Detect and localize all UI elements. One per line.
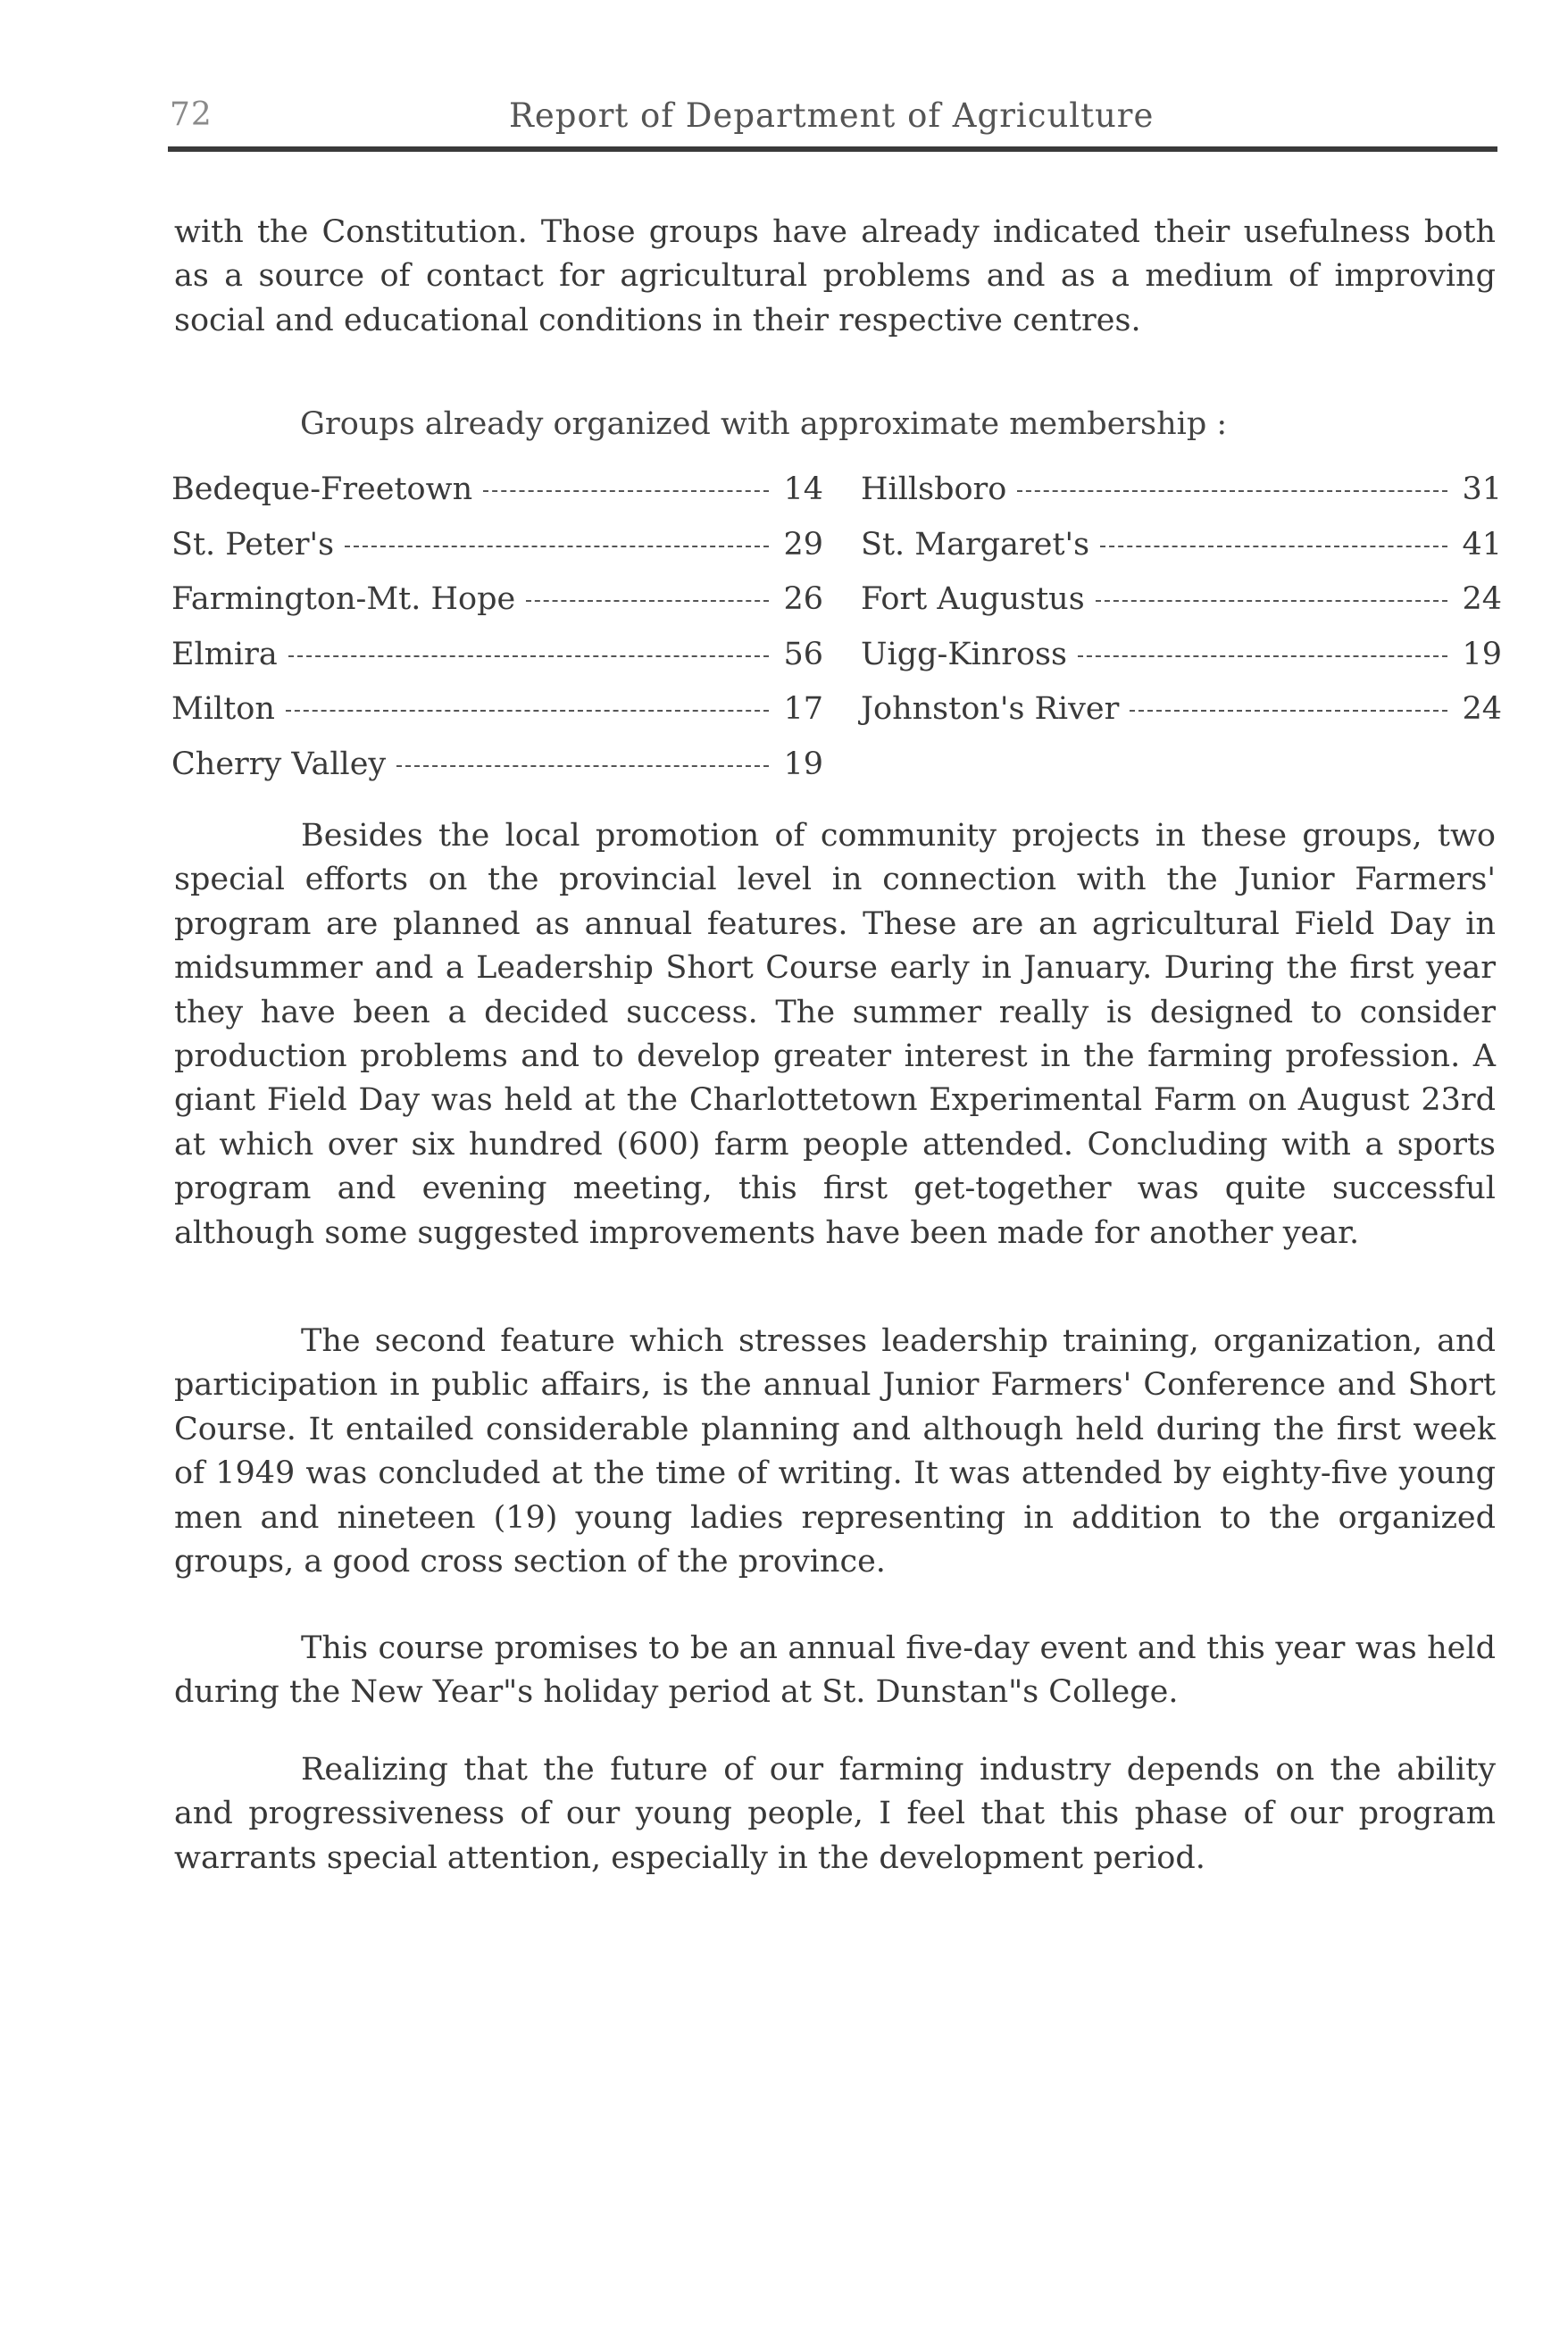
group-name: Farmington-Mt. Hope xyxy=(171,581,516,618)
group-row xyxy=(861,691,1502,746)
paragraph-constitution: with the Constitution. Those groups have already indicated their usefulness both as a source of contact for agricultural problems and as a medium of improving social and educational conditions in their respective centres. xyxy=(174,214,1496,338)
leader-dashes xyxy=(1100,546,1447,547)
group-membership: 41 xyxy=(1462,526,1502,563)
group-name: St. Margaret's xyxy=(861,526,1090,563)
group-membership: 14 xyxy=(783,471,823,507)
group-row xyxy=(171,581,823,637)
group-name: Elmira xyxy=(171,636,278,672)
group-membership: 24 xyxy=(1462,691,1502,728)
group-row xyxy=(861,471,1502,527)
leader-dashes xyxy=(1096,600,1448,602)
paragraph-conclusion: Realizing that the future of our farming industry depends on the ability and progressiveness of our young people, I feel that this phase of our program warrants special attention, especially in the development period. xyxy=(174,1752,1496,1876)
header-rule xyxy=(168,146,1497,152)
group-name: Hillsboro xyxy=(861,471,1007,507)
groups-heading: Groups already organized with approximate membership : xyxy=(300,406,1228,442)
leader-dashes xyxy=(1130,710,1447,712)
group-row xyxy=(171,527,823,582)
group-name: St. Peter's xyxy=(171,526,335,563)
page-number: 72 xyxy=(170,96,213,133)
paragraph-annual-event: This course promises to be an annual five-day event and this year was held during the New Year"s holiday period at St. Dunstan"s College. xyxy=(174,1630,1496,1711)
group-membership: 26 xyxy=(783,581,823,618)
leader-dashes xyxy=(1078,655,1448,657)
leader-dashes xyxy=(345,546,769,547)
leader-dashes xyxy=(396,765,769,767)
group-name: Fort Augustus xyxy=(861,581,1085,618)
group-name: Cherry Valley xyxy=(171,746,387,782)
group-name: Uigg-Kinross xyxy=(861,636,1067,672)
group-membership: 24 xyxy=(1462,581,1502,618)
groups-column-left xyxy=(171,471,823,802)
group-name: Milton xyxy=(171,691,275,728)
group-membership: 29 xyxy=(783,526,823,563)
group-name: Bedeque-Freetown xyxy=(171,471,473,507)
leader-dashes xyxy=(526,600,769,602)
group-membership: 56 xyxy=(783,636,823,672)
group-name: Johnston's River xyxy=(861,691,1120,728)
leader-dashes xyxy=(483,490,769,492)
group-row xyxy=(171,746,823,802)
leader-dashes xyxy=(286,710,770,712)
groups-column-right xyxy=(861,471,1502,746)
group-membership: 31 xyxy=(1462,471,1502,507)
group-membership: 17 xyxy=(783,691,823,728)
group-row xyxy=(171,691,823,746)
group-row xyxy=(861,581,1502,637)
group-row xyxy=(861,527,1502,582)
group-row xyxy=(171,637,823,692)
group-row xyxy=(171,471,823,527)
group-membership: 19 xyxy=(1462,636,1502,672)
leader-dashes xyxy=(1017,490,1447,492)
groups-list xyxy=(171,471,1502,793)
paragraph-short-course: The second feature which stresses leadership training, organization, and participation in public affairs, is the annual Junior Farmers' Conference and Short Course. It entailed considerable planning and although held during the first week of 1949 was concluded at the time of writing. It was attended by eighty-five young men and nineteen (19) young ladies representing in addition to the organized groups, a good cross section of the province. xyxy=(174,1323,1496,1580)
group-row xyxy=(861,637,1502,692)
running-head: Report of Department of Agriculture xyxy=(509,96,1155,135)
paragraph-field-day: Besides the local promotion of community projects in these groups, two special efforts on the provincial level in connection with the Junior Farmers' program are planned as annual features. These are an agricultural Field Day in midsummer and a Leadership Short Course early in January. During the first year they have been a decided success. The summer really is designed to consider production problems and to develop greater interest in the farming profession. A giant Field Day was held at the Charlottetown Experimental Farm on August 23rd at which over six hundred (600) farm people attended. Concluding with a sports program and evening meeting, this first get-together was quite successful although some suggested improvements have been made for another year. xyxy=(174,818,1496,1251)
leader-dashes xyxy=(288,655,770,657)
group-membership: 19 xyxy=(783,746,823,782)
page-header xyxy=(170,96,1496,150)
